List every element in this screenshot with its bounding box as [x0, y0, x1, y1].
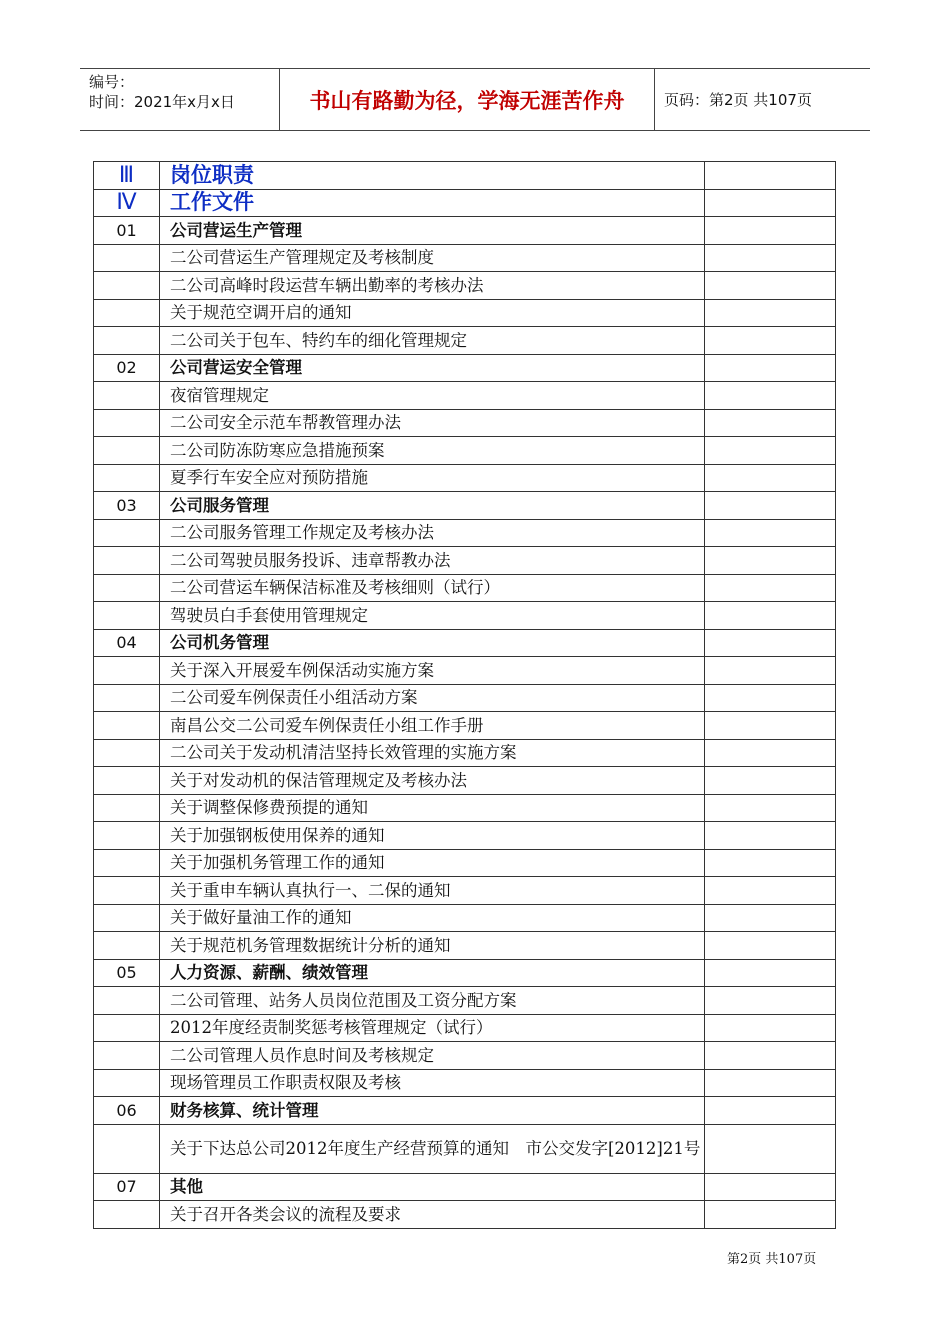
remarks-cell — [705, 987, 836, 1015]
remarks-cell — [705, 629, 836, 657]
remarks-cell — [705, 437, 836, 465]
remarks-cell — [705, 794, 836, 822]
document-title: 夜宿管理规定 — [160, 382, 705, 410]
document-row — [94, 574, 836, 602]
row-number — [94, 382, 160, 410]
document-title: 关于规范机务管理数据统计分析的通知 — [160, 932, 705, 960]
document-row — [94, 299, 836, 327]
document-row — [94, 822, 836, 850]
row-number — [94, 409, 160, 437]
section-title: 公司营运安全管理 — [160, 354, 705, 382]
document-row — [94, 739, 836, 767]
document-title: 二公司服务管理工作规定及考核办法 — [160, 519, 705, 547]
remarks-cell — [705, 1173, 836, 1201]
document-row — [94, 1124, 836, 1173]
row-number: 06 — [94, 1097, 160, 1125]
document-row — [94, 712, 836, 740]
section-title: 人力资源、薪酬、绩效管理 — [160, 959, 705, 987]
row-number — [94, 547, 160, 575]
remarks-cell — [705, 1042, 836, 1070]
remarks-cell — [705, 1124, 836, 1173]
document-row — [94, 877, 836, 905]
document-title: 关于做好量油工作的通知 — [160, 904, 705, 932]
document-title: 二公司营运生产管理规定及考核制度 — [160, 244, 705, 272]
remarks-cell — [705, 519, 836, 547]
row-number — [94, 437, 160, 465]
document-title: 二公司爱车例保责任小组活动方案 — [160, 684, 705, 712]
document-row — [94, 684, 836, 712]
row-number — [94, 244, 160, 272]
document-title: 关于对发动机的保洁管理规定及考核办法 — [160, 767, 705, 795]
remarks-cell — [705, 684, 836, 712]
row-number: 03 — [94, 492, 160, 520]
section-row — [94, 629, 836, 657]
section-title: 财务核算、统计管理 — [160, 1097, 705, 1125]
row-number — [94, 794, 160, 822]
document-row — [94, 272, 836, 300]
document-row — [94, 547, 836, 575]
section-row — [94, 1097, 836, 1125]
row-number — [94, 822, 160, 850]
document-title: 关于加强机务管理工作的通知 — [160, 849, 705, 877]
remarks-cell — [705, 1014, 836, 1042]
document-title: 现场管理员工作职责权限及考核 — [160, 1069, 705, 1097]
remarks-cell — [705, 959, 836, 987]
page-header — [80, 68, 870, 131]
remarks-cell — [705, 299, 836, 327]
section-title: 其他 — [160, 1173, 705, 1201]
document-title: 关于深入开展爱车例保活动实施方案 — [160, 657, 705, 685]
row-number — [94, 1042, 160, 1070]
remarks-cell — [705, 217, 836, 245]
row-number — [94, 602, 160, 630]
row-number: 07 — [94, 1173, 160, 1201]
document-title: 二公司关于发动机清洁坚持长效管理的实施方案 — [160, 739, 705, 767]
section-title: 岗位职责 — [160, 162, 705, 190]
document-row — [94, 657, 836, 685]
document-title: 2012年度经责制奖惩考核管理规定（试行） — [160, 1014, 705, 1042]
remarks-cell — [705, 932, 836, 960]
document-row — [94, 932, 836, 960]
document-title: 关于调整保修费预提的通知 — [160, 794, 705, 822]
remarks-cell — [705, 327, 836, 355]
document-index-body — [94, 162, 836, 1229]
remarks-cell — [705, 244, 836, 272]
document-title: 驾驶员白手套使用管理规定 — [160, 602, 705, 630]
row-number — [94, 519, 160, 547]
remarks-cell — [705, 272, 836, 300]
section-title: 工作文件 — [160, 189, 705, 217]
header-motto: 书山有路勤为径，学海无涯苦作舟 — [280, 69, 655, 130]
row-number: Ⅳ — [94, 189, 160, 217]
document-row — [94, 1201, 836, 1229]
row-number — [94, 767, 160, 795]
document-row — [94, 382, 836, 410]
row-number — [94, 1201, 160, 1229]
remarks-cell — [705, 409, 836, 437]
row-number: 05 — [94, 959, 160, 987]
section-row — [94, 217, 836, 245]
remarks-cell — [705, 1069, 836, 1097]
document-row — [94, 244, 836, 272]
document-row — [94, 1069, 836, 1097]
remarks-cell — [705, 767, 836, 795]
page-footer: 第2页 共107页 — [727, 1252, 817, 1267]
section-row — [94, 162, 836, 190]
row-number — [94, 1124, 160, 1173]
remarks-cell — [705, 382, 836, 410]
document-title: 夏季行车安全应对预防措施 — [160, 464, 705, 492]
header-page-info: 页码：第2页 共107页 — [664, 91, 812, 109]
row-number — [94, 987, 160, 1015]
row-number: 04 — [94, 629, 160, 657]
document-date-label: 时间：2021年x月x日 — [89, 93, 235, 111]
remarks-cell — [705, 877, 836, 905]
section-title: 公司机务管理 — [160, 629, 705, 657]
document-row — [94, 1042, 836, 1070]
row-number — [94, 739, 160, 767]
row-number — [94, 712, 160, 740]
document-title: 关于召开各类会议的流程及要求 — [160, 1201, 705, 1229]
document-row — [94, 437, 836, 465]
document-row — [94, 794, 836, 822]
remarks-cell — [705, 354, 836, 382]
row-number: 01 — [94, 217, 160, 245]
document-title: 关于重申车辆认真执行一、二保的通知 — [160, 877, 705, 905]
row-number — [94, 904, 160, 932]
document-row — [94, 849, 836, 877]
document-row — [94, 1014, 836, 1042]
document-title: 二公司驾驶员服务投诉、违章帮教办法 — [160, 547, 705, 575]
document-row — [94, 767, 836, 795]
remarks-cell — [705, 904, 836, 932]
row-number — [94, 574, 160, 602]
section-row — [94, 189, 836, 217]
remarks-cell — [705, 189, 836, 217]
row-number: 02 — [94, 354, 160, 382]
row-number — [94, 1014, 160, 1042]
row-number — [94, 1069, 160, 1097]
document-title: 二公司关于包车、特约车的细化管理规定 — [160, 327, 705, 355]
row-number — [94, 272, 160, 300]
remarks-cell — [705, 602, 836, 630]
remarks-cell — [705, 849, 836, 877]
document-row — [94, 904, 836, 932]
row-number — [94, 849, 160, 877]
section-title: 公司营运生产管理 — [160, 217, 705, 245]
document-title: 二公司营运车辆保洁标准及考核细则（试行） — [160, 574, 705, 602]
document-title: 二公司高峰时段运营车辆出勤率的考核办法 — [160, 272, 705, 300]
remarks-cell — [705, 822, 836, 850]
document-title: 关于下达总公司2012年度生产经营预算的通知 市公交发字[2012]21号 — [160, 1124, 705, 1173]
document-number-label: 编号： — [89, 73, 135, 91]
document-title: 关于规范空调开启的通知 — [160, 299, 705, 327]
section-row — [94, 959, 836, 987]
row-number — [94, 464, 160, 492]
document-title: 二公司安全示范车帮教管理办法 — [160, 409, 705, 437]
section-row — [94, 492, 836, 520]
remarks-cell — [705, 162, 836, 190]
row-number — [94, 657, 160, 685]
document-title: 南昌公交二公司爱车例保责任小组工作手册 — [160, 712, 705, 740]
header-meta — [80, 69, 280, 130]
row-number — [94, 877, 160, 905]
remarks-cell — [705, 464, 836, 492]
remarks-cell — [705, 712, 836, 740]
section-row — [94, 1173, 836, 1201]
document-row — [94, 409, 836, 437]
section-row — [94, 354, 836, 382]
document-row — [94, 327, 836, 355]
remarks-cell — [705, 1097, 836, 1125]
remarks-cell — [705, 1201, 836, 1229]
row-number — [94, 932, 160, 960]
document-row — [94, 519, 836, 547]
section-title: 公司服务管理 — [160, 492, 705, 520]
document-title: 二公司管理人员作息时间及考核规定 — [160, 1042, 705, 1070]
row-number — [94, 299, 160, 327]
row-number — [94, 327, 160, 355]
document-row — [94, 987, 836, 1015]
remarks-cell — [705, 574, 836, 602]
remarks-cell — [705, 739, 836, 767]
document-title: 二公司管理、站务人员岗位范围及工资分配方案 — [160, 987, 705, 1015]
document-index-table — [93, 161, 836, 1229]
document-title: 二公司防冻防寒应急措施预案 — [160, 437, 705, 465]
document-row — [94, 602, 836, 630]
row-number — [94, 684, 160, 712]
document-row — [94, 464, 836, 492]
remarks-cell — [705, 492, 836, 520]
remarks-cell — [705, 547, 836, 575]
row-number: Ⅲ — [94, 162, 160, 190]
remarks-cell — [705, 657, 836, 685]
document-title: 关于加强钢板使用保养的通知 — [160, 822, 705, 850]
